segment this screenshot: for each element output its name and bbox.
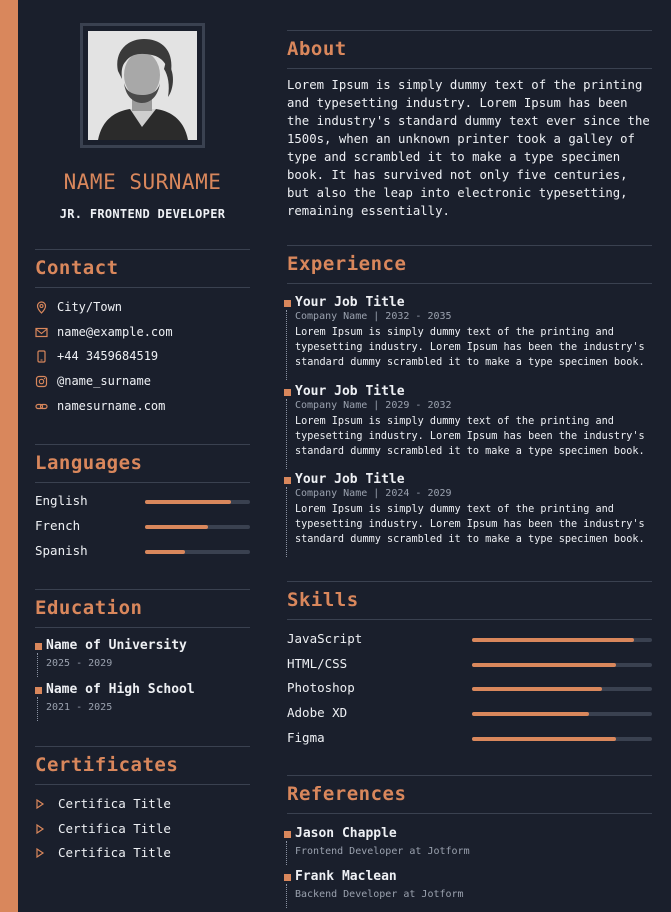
skill-level-fill (472, 638, 634, 642)
experience-job-title: Your Job Title (295, 384, 405, 399)
about-text: Lorem Ipsum is simply dummy text of the printing and typesetting industry. Lorem Ipsum has been the industry's standard dummy text ever since the 1500s, when an unknown printer took a galley of type and scrambled it to make a type specimen book. It has survived not only five centuries, but also the leap into electronic typesetting, remaining essentially. (287, 78, 650, 218)
contact-location-text: City/Town (57, 300, 123, 314)
timeline-line (286, 884, 287, 908)
skill-name: Adobe XD (287, 705, 348, 720)
skill-level-fill (472, 737, 616, 741)
skill-row (287, 680, 652, 695)
accent-sidebar-strip (0, 0, 18, 912)
language-level-fill (145, 550, 185, 554)
experience-job-title: Your Job Title (295, 295, 405, 310)
reference-name: Jason Chapple (295, 826, 397, 841)
language-row (35, 493, 250, 508)
language-row (35, 518, 250, 533)
skill-row (287, 730, 652, 745)
education-heading: Education (35, 589, 250, 628)
language-level-track (145, 550, 250, 554)
experience-heading: Experience (287, 245, 652, 284)
skill-level-track (472, 687, 652, 691)
experience-description: Lorem Ipsum is simply dummy text of the printing and typesetting industry. Lorem Ipsum has been the industry's standard dummy scrambled it to make a type specimen book. (295, 504, 645, 545)
certificate-item (35, 796, 171, 811)
skill-level-fill (472, 687, 602, 691)
play-triangle-icon (35, 823, 45, 835)
timeline-line (286, 310, 287, 380)
languages-heading: Languages (35, 444, 250, 483)
experience-company: Company Name | 2032 - 2035 (295, 311, 452, 322)
contact-phone[interactable] (35, 349, 158, 363)
timeline-marker (284, 874, 291, 881)
contact-instagram[interactable] (35, 374, 151, 388)
job-title: JR. FRONTEND DEVELOPER (59, 207, 226, 221)
references-heading: References (287, 775, 652, 814)
experience-description: Lorem Ipsum is simply dummy text of the printing and typesetting industry. Lorem Ipsum has been the industry's standard dummy scrambled it to make a type specimen book. (295, 416, 645, 457)
timeline-marker (284, 300, 291, 307)
about-heading: About (287, 30, 652, 69)
timeline-marker (35, 687, 42, 694)
timeline-marker (284, 831, 291, 838)
language-level-track (145, 500, 250, 504)
certificate-item (35, 845, 171, 860)
timeline-line (37, 653, 38, 677)
phone-icon (35, 350, 48, 363)
skill-level-track (472, 663, 652, 667)
experience-job-title: Your Job Title (295, 472, 405, 487)
education-title: Name of High School (46, 682, 195, 697)
contact-email-text[interactable]: name@example.com (57, 325, 173, 339)
contact-email[interactable] (35, 325, 173, 339)
reference-role: Backend Developer at Jotform (295, 889, 464, 900)
profile-photo-frame (80, 23, 205, 148)
language-row (35, 543, 250, 558)
skill-row (287, 631, 652, 646)
play-triangle-icon (35, 798, 45, 810)
language-name: French (35, 518, 81, 533)
skill-level-fill (472, 712, 589, 716)
certificate-title: Certifica Title (58, 796, 171, 811)
skill-name: JavaScript (287, 631, 363, 646)
language-level-fill (145, 525, 208, 529)
full-name: NAME SURNAME (63, 170, 222, 194)
location-pin-icon (35, 301, 48, 314)
timeline-line (37, 697, 38, 721)
instagram-icon (35, 375, 48, 388)
skill-level-track (472, 638, 652, 642)
education-years: 2025 - 2029 (46, 658, 113, 669)
skill-name: HTML/CSS (287, 656, 348, 671)
certificate-title: Certifica Title (58, 845, 171, 860)
contact-phone-text[interactable]: +44 3459684519 (57, 349, 159, 363)
certificate-title: Certifica Title (58, 821, 171, 836)
language-name: English (35, 493, 88, 508)
timeline-line (286, 399, 287, 469)
play-triangle-icon (35, 847, 45, 859)
skill-level-track (472, 712, 652, 716)
contact-location (35, 300, 122, 314)
contact-heading: Contact (35, 249, 250, 288)
contact-instagram-text[interactable]: @name_surname (57, 374, 151, 388)
skill-name: Figma (287, 730, 325, 745)
language-level-fill (145, 500, 231, 504)
certificates-heading: Certificates (35, 746, 250, 785)
education-years: 2021 - 2025 (46, 702, 113, 713)
reference-name: Frank Maclean (295, 869, 397, 884)
envelope-icon (35, 326, 48, 339)
reference-role: Frontend Developer at Jotform (295, 846, 470, 857)
language-name: Spanish (35, 543, 88, 558)
skill-row (287, 656, 652, 671)
experience-description: Lorem Ipsum is simply dummy text of the printing and typesetting industry. Lorem Ipsum has been the industry's standard dummy scrambled it to make a type specimen book. (295, 327, 645, 368)
link-icon (35, 400, 48, 413)
experience-company: Company Name | 2029 - 2032 (295, 400, 452, 411)
skill-level-fill (472, 663, 616, 667)
skill-row (287, 705, 652, 720)
skill-level-track (472, 737, 652, 741)
skills-heading: Skills (287, 581, 652, 620)
contact-website-text[interactable]: namesurname.com (57, 399, 166, 413)
certificate-item (35, 821, 171, 836)
education-title: Name of University (46, 638, 187, 653)
profile-photo (88, 31, 197, 140)
timeline-marker (284, 477, 291, 484)
timeline-marker (284, 389, 291, 396)
timeline-line (286, 487, 287, 557)
contact-website[interactable] (35, 399, 165, 413)
experience-company: Company Name | 2024 - 2029 (295, 488, 452, 499)
timeline-line (286, 841, 287, 865)
timeline-marker (35, 643, 42, 650)
skill-name: Photoshop (287, 680, 355, 695)
language-level-track (145, 525, 250, 529)
